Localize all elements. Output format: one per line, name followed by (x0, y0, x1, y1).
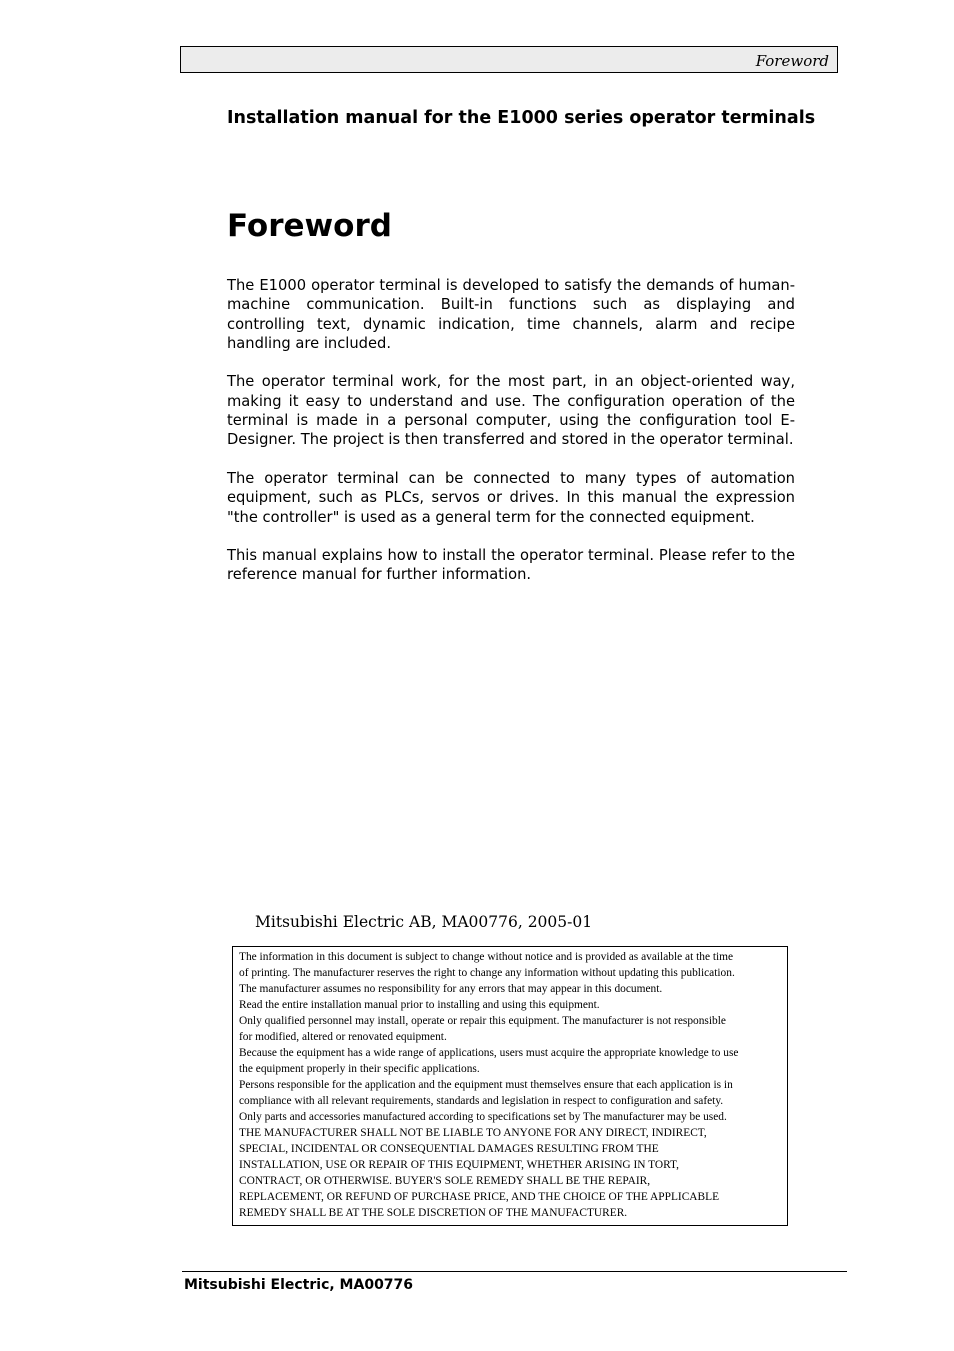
notice-line: SPECIAL, INCIDENTAL OR CONSEQUENTIAL DAMAGES RESULTING FROM THE (239, 1143, 659, 1155)
notice-line: Read the entire installation manual prior to installing and using this equipment. (239, 999, 600, 1011)
footer-divider (182, 1271, 847, 1272)
notice-line: of printing. The manufacturer reserves the right to change any information without updating this publication. (239, 967, 735, 979)
notice-line: the equipment properly in their specific applications. (239, 1063, 480, 1075)
notice-line: CONTRACT, OR OTHERWISE. BUYER'S SOLE REMEDY SHALL BE THE REPAIR, (239, 1175, 651, 1187)
paragraph: This manual explains how to install the operator terminal. Please refer to the reference manual for further information. (227, 547, 795, 584)
paragraph: The operator terminal can be connected to many types of automation equipment, such as PLCs, servos or drives. In this manual the expression "the controller" is used as a general term for the connected equipment. (227, 469, 795, 526)
page-header-bar (180, 46, 838, 73)
page-footer: Mitsubishi Electric, MA00776 (184, 1277, 414, 1293)
notice-line: for modified, altered or renovated equipment. (239, 1031, 447, 1043)
notice-line: The manufacturer assumes no responsibility for any errors that may appear in this document. (239, 983, 663, 995)
paragraph: The E1000 operator terminal is developed to satisfy the demands of human-machine communication. Built-in functions such as displaying and controlling text, dynamic indication, time channels, alarm and recipe handling are included. (227, 277, 795, 352)
page-title: Foreword (227, 208, 392, 244)
notice-line: Persons responsible for the application and the equipment must themselves ensure that each application is in (239, 1079, 733, 1091)
paragraph: The operator terminal work, for the most part, in an object-oriented way, making it easy to understand and use. The configuration operation of the terminal is made in a personal computer, using the configuration tool E-Designer. The project is then transferred and stored in the operator terminal. (227, 373, 795, 449)
notice-line: Only parts and accessories manufactured according to specifications set by The manufacturer may be used. (239, 1111, 727, 1123)
notice-line: INSTALLATION, USE OR REPAIR OF THIS EQUIPMENT, WHETHER ARISING IN TORT, (239, 1159, 680, 1171)
notice-line: Only qualified personnel may install, operate or repair this equipment. The manufacturer is not responsible (239, 1015, 726, 1027)
notice-line: REMEDY SHALL BE AT THE SOLE DISCRETION OF THE MANUFACTURER. (239, 1207, 628, 1219)
notice-line: compliance with all relevant requirements, standards and legislation in respect to configuration and safety. (239, 1095, 724, 1107)
notice-line: Because the equipment has a wide range of applications, users must acquire the appropriate knowledge to use (239, 1047, 739, 1059)
manual-subtitle: Installation manual for the E1000 series operator terminals (227, 108, 816, 128)
foreword-body (227, 276, 795, 604)
legal-notice-box (232, 946, 788, 1226)
notice-line: The information in this document is subject to change without notice and is provided as available at the time (239, 951, 734, 963)
notice-line: THE MANUFACTURER SHALL NOT BE LIABLE TO ANYONE FOR ANY DIRECT, INDIRECT, (239, 1127, 707, 1139)
header-section-label: Foreword (755, 52, 829, 70)
document-reference: Mitsubishi Electric AB, MA00776, 2005-01 (255, 913, 593, 931)
notice-line: REPLACEMENT, OR REFUND OF PURCHASE PRICE, AND THE CHOICE OF THE APPLICABLE (239, 1191, 720, 1203)
